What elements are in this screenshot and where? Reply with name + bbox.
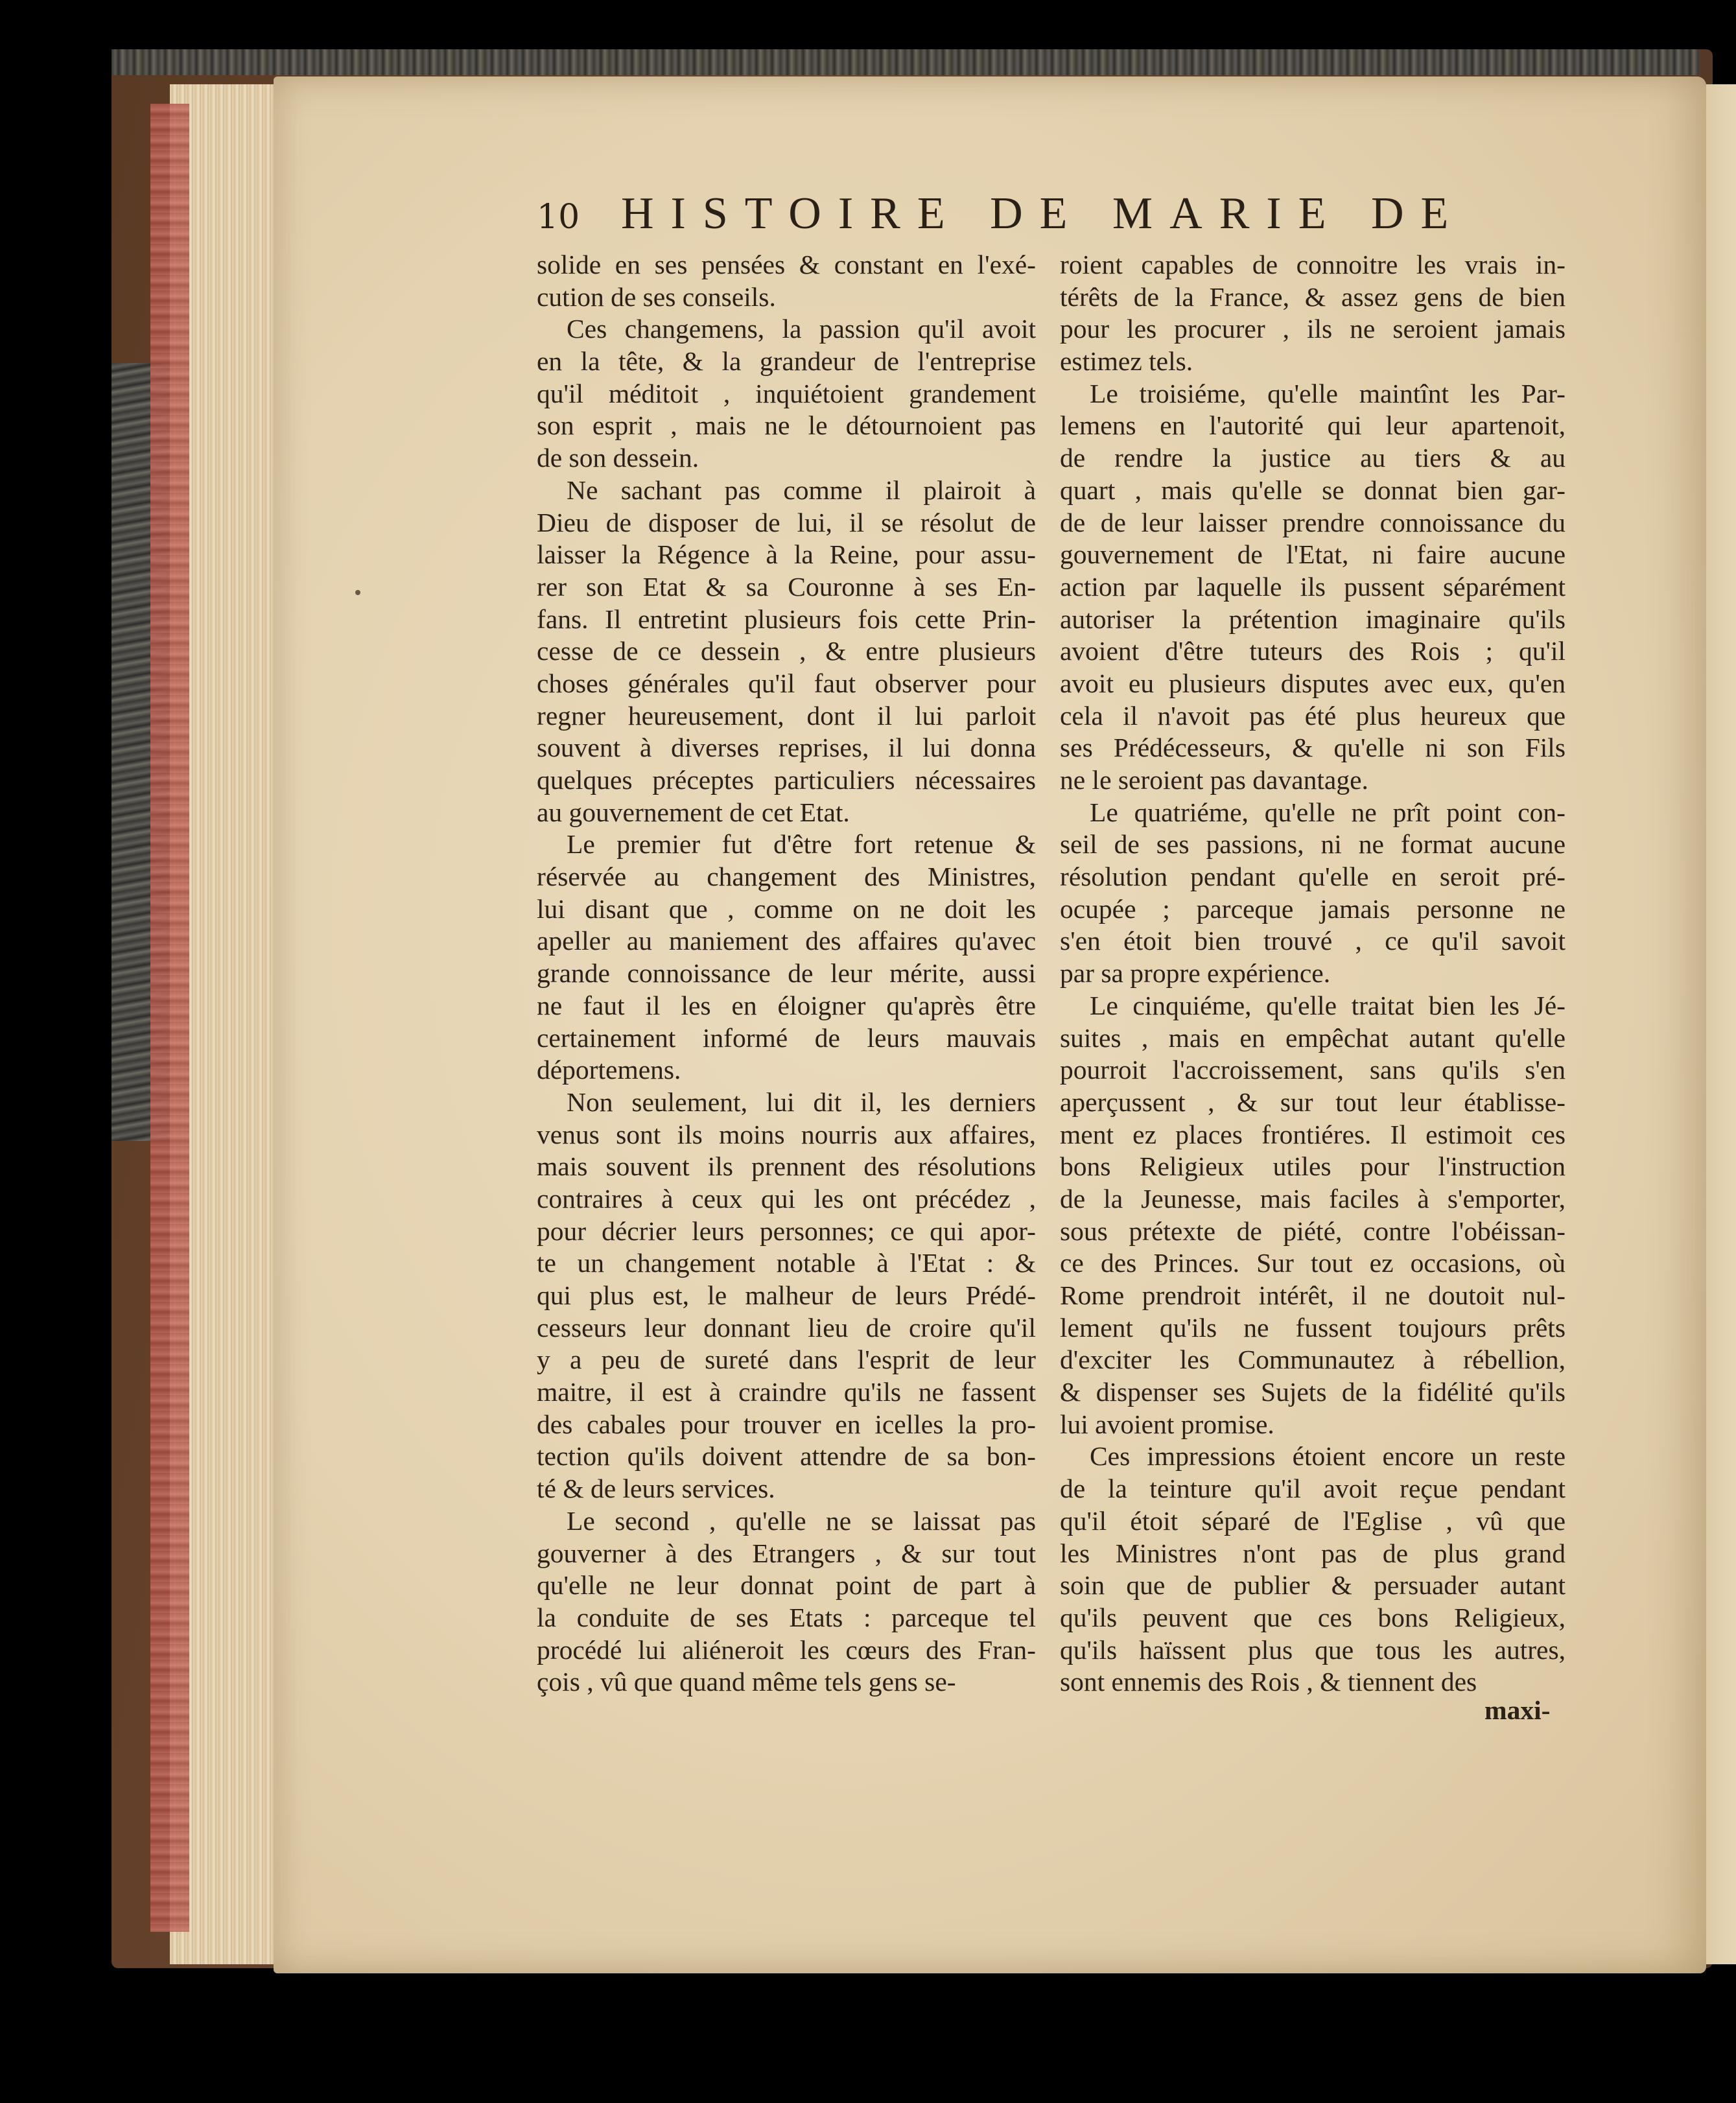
text-line: autoriser la prétention imaginaire qu'ils [1060,604,1566,634]
text-line: ce des Princes. Sur tout ez occasions, où [1060,1248,1566,1278]
text-line: lement qu'ils ne fussent toujours prêts [1060,1312,1566,1343]
text-line: qui plus est, le malheur de leurs Prédé- [537,1280,1036,1310]
text-line: action par laquelle ils pussent séparément [1060,571,1566,602]
text-line: ne le seroient pas davantage. [1060,765,1368,795]
text-line: contraires à ceux qui les ont précédez , [537,1183,1036,1214]
text-line: Non seulement, lui dit il, les derniers [567,1087,1036,1117]
text-line: & dispenser ses Sujets de la fidélité qu'ils [1060,1377,1566,1407]
text-line: de la teinture qu'il avoit reçue pendant [1060,1474,1566,1504]
text-line: d'exciter les Communautez à rébellion, [1060,1345,1566,1375]
text-line: ne faut il les en éloigner qu'après être [537,990,1036,1020]
text-line: gouverner à des Etrangers , & sur tout [537,1538,1036,1568]
text-line: procédé lui aliéneroit les cœurs des Fran- [537,1634,1036,1665]
text-line: ses Prédécesseurs, & qu'elle ni son Fils [1060,733,1566,763]
text-line: en la tête, & la grandeur de l'entreprise [537,346,1036,377]
ink-speck [355,590,360,595]
marbled-cover-top [111,49,1700,75]
text-line: qu'il étoit séparé de l'Eglise , vû que [1060,1505,1566,1536]
text-line: quart , mais qu'elle se donnat bien gar- [1060,475,1566,505]
text-line: té & de leurs services. [537,1474,775,1504]
text-line: Rome prendroit intérêt, il ne doutoit nul- [1060,1280,1566,1310]
text-line: qu'ils haïssent plus que tous les autres, [1060,1634,1566,1665]
text-line: cela il n'avoit pas été plus heureux que [1060,700,1566,731]
text-line: qu'elle ne leur donnat point de part à [537,1570,1036,1601]
running-title: HISTOIRE DE MARIE DE [621,189,1466,239]
page-header [537,188,1465,240]
text-line: cution de ses conseils. [537,281,776,312]
text-line: ment ez places frontiéres. Il estimoit ces [1060,1119,1566,1149]
text-line: pourroit l'accroissement, sans qu'ils s'en [1060,1055,1566,1085]
page-number: 10 [537,198,580,237]
text-line: venus sont ils moins nourris aux affaires, [537,1119,1036,1149]
text-line: apeller au maniement des affaires qu'avec [537,926,1036,956]
text-line: sont ennemis des Rois , & tiennent des [1060,1667,1477,1697]
text-column-right [1060,249,1566,1698]
text-line: Le premier fut d'être fort retenue & [567,829,1036,860]
text-line: laisser la Régence à la Reine, pour assu- [537,539,1036,570]
text-line: Le second , qu'elle ne se laissat pas [567,1505,1036,1536]
text-line: soin que de publier & persuader autant [1060,1570,1566,1601]
text-line: rer son Etat & sa Couronne à ses En- [537,571,1036,602]
text-line: avoit eu plusieurs disputes avec eux, qu'en [1060,668,1566,698]
text-line: par sa propre expérience. [1060,958,1331,989]
text-line: de son dessein. [537,443,699,473]
text-line: lui avoient promise. [1060,1409,1274,1439]
text-line: Ne sachant pas comme il plairoit à [567,475,1036,505]
text-line: lemens en l'autorité qui leur apartenoit, [1060,410,1566,441]
text-line: réservée au changement des Ministres, [537,862,1036,892]
text-line: y a peu de sureté dans l'esprit de leur [537,1345,1036,1375]
text-line: cesse de ce dessein , & entre plusieurs [537,636,1036,666]
text-line: Ces changemens, la passion qu'il avoit [567,314,1036,344]
text-line: térêts de la France, & assez gens de bien [1060,281,1566,312]
text-line: Ces impressions étoient encore un reste [1090,1441,1566,1472]
text-line: fans. Il entretint plusieurs fois cette Prin- [537,604,1036,634]
text-line: gouvernement de l'Etat, ni faire aucune [1060,539,1566,570]
text-line: Dieu de disposer de lui, il se résolut de [537,507,1036,537]
text-line: quelques préceptes particuliers nécessaires [537,765,1036,795]
text-line: qu'ils peuvent que ces bons Religieux, [1060,1602,1566,1632]
text-line: des cabales pour trouver en icelles la pro- [537,1409,1036,1439]
catchword: maxi- [1484,1695,1551,1725]
text-line: déportemens. [537,1055,681,1085]
text-line: Le cinquiéme, qu'elle traitat bien les Jé- [1090,990,1566,1020]
text-line: s'en étoit bien trouvé , ce qu'il savoit [1060,926,1566,956]
text-line: au gouvernement de cet Etat. [537,797,850,827]
text-line: Le quatriéme, qu'elle ne prît point con- [1090,797,1566,827]
text-line: cesseurs leur donnant lieu de croire qu'il [537,1312,1036,1343]
text-line: solide en ses pensées & constant en l'exé- [537,250,1036,279]
text-line: estimez tels. [1060,346,1193,377]
text-line: la conduite de ses Etats : parceque tel [537,1602,1036,1632]
text-line: de de leur laisser prendre connoissance du [1060,507,1566,537]
text-line: suites , mais en empêchat autant qu'elle [1060,1022,1566,1053]
text-line: tection qu'ils doivent attendre de sa bon- [537,1441,1036,1472]
text-line: Le troisiéme, qu'elle maintînt les Par- [1090,378,1566,408]
text-line: de la Jeunesse, mais faciles à s'emporter, [1060,1183,1566,1214]
text-line: grande connoissance de leur mérite, aussi [537,958,1036,989]
text-column-left [537,249,1036,1698]
text-line: pour décrier leurs personnes; ce qui apor- [537,1216,1036,1246]
text-line: aperçussent , & sur tout leur établisse- [1060,1087,1566,1117]
text-line: ocupée ; parceque jamais personne ne [1060,893,1566,924]
text-line: lui disant que , comme on ne doit les [537,893,1036,924]
text-line: de rendre la justice au tiers & au [1060,443,1566,473]
text-line: çois , vû que quand même tels gens se- [537,1667,956,1697]
text-line: sous prétexte de piété, contre l'obéissan- [1060,1216,1566,1246]
text-line: avoient d'être tuteurs des Rois ; qu'il [1060,636,1566,666]
text-line: certainement informé de leurs mauvais [537,1022,1036,1053]
text-line: qu'il méditoit , inquiétoient grandement [537,378,1036,408]
text-line: maitre, il est à craindre qu'ils ne fassent [537,1377,1036,1407]
text-line: mais souvent ils prennent des résolutions [537,1151,1036,1182]
red-sprinkled-edge [150,104,189,1932]
text-line: résolution pendant qu'elle en seroit pré- [1060,862,1566,892]
text-line: te un changement notable à l'Etat : & [537,1248,1036,1278]
text-line: son esprit , mais ne le détournoient pas [537,410,1036,441]
text-line: seil de ses passions, ni ne format aucune [1060,829,1566,860]
text-line: souvent à diverses reprises, il lui donna [537,733,1036,763]
text-line: regner heureusement, dont il lui parloit [537,700,1036,731]
text-line: les Ministres n'ont pas de plus grand [1060,1538,1566,1568]
text-line: choses générales qu'il faut observer pour [537,668,1036,698]
text-line: roient capables de connoitre les vrais in- [1060,250,1566,279]
text-line: bons Religieux utiles pour l'instruction [1060,1151,1566,1182]
text-line: pour les procurer , ils ne seroient jamais [1060,314,1566,344]
